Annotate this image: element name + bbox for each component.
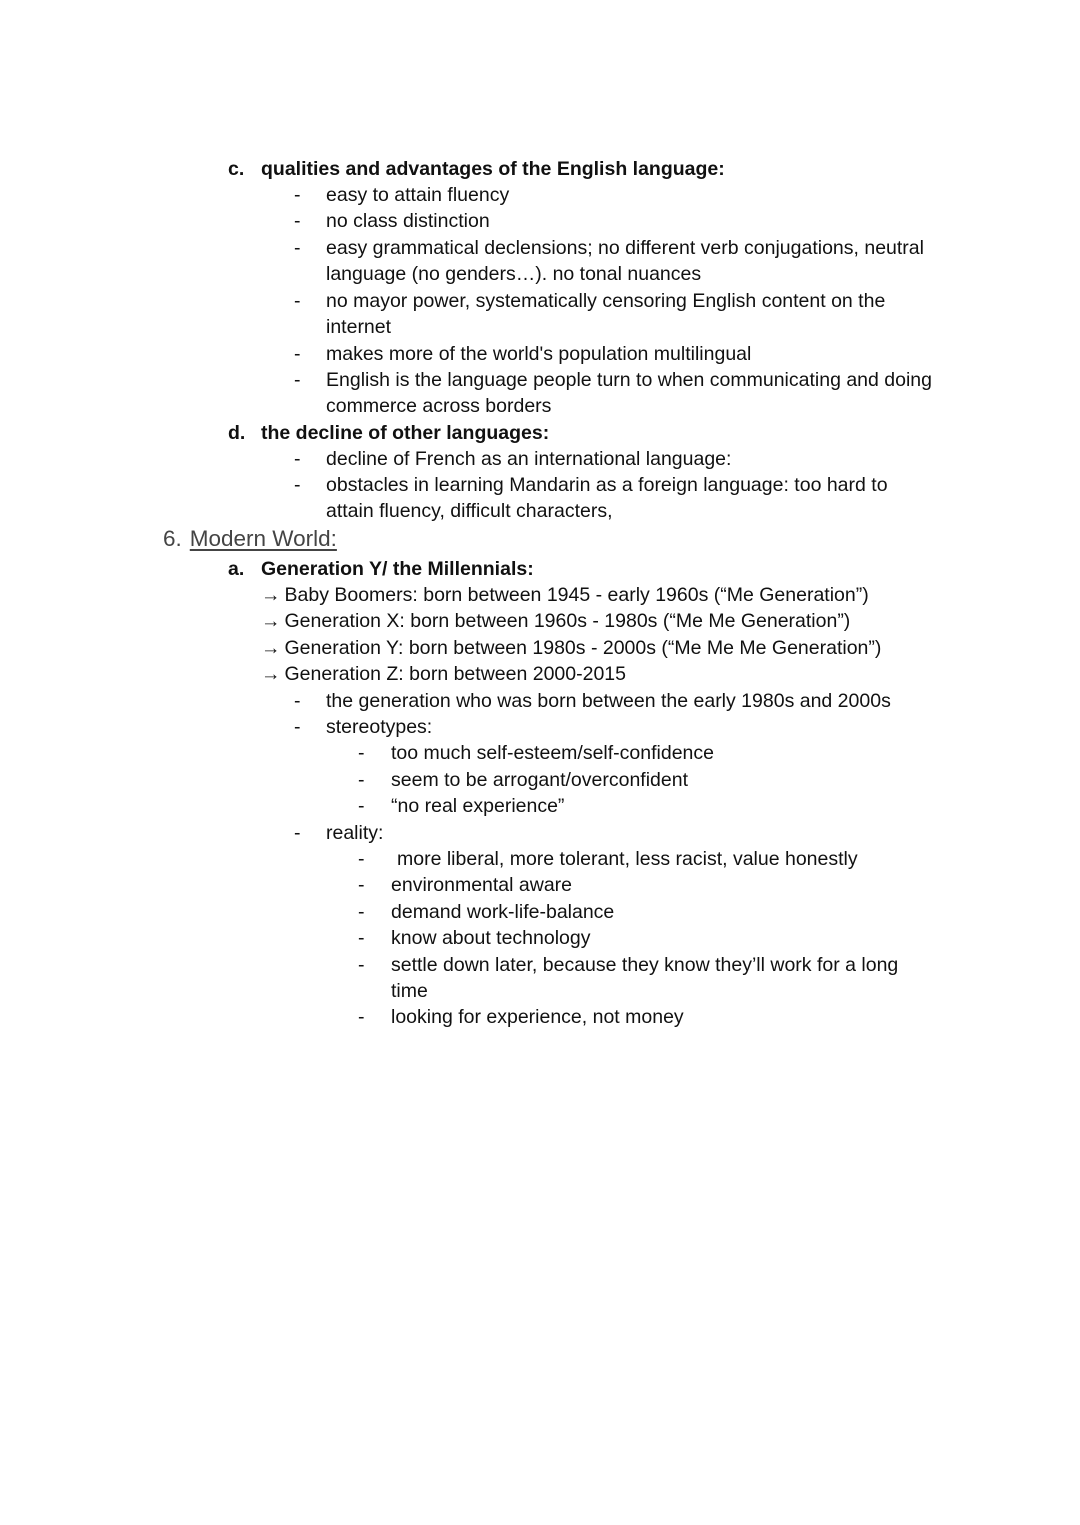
nested-list-item: settle down later, because they know they’ll work for a long xyxy=(391,954,899,976)
right-arrow-icon: → xyxy=(261,637,281,659)
dash-bullet: - xyxy=(294,822,301,844)
right-arrow-icon: → xyxy=(261,584,281,606)
dash-bullet: - xyxy=(294,343,301,365)
list-item: no class distinction xyxy=(326,210,490,232)
section-title-text: Modern World: xyxy=(189,526,337,551)
nested-list-item: demand work-life-balance xyxy=(391,901,615,923)
list-item: easy to attain fluency xyxy=(326,184,510,206)
list-item: no mayor power, systematically censoring English content on the xyxy=(326,290,886,312)
generation-item xyxy=(261,635,881,661)
generation-item xyxy=(261,608,850,634)
dash-bullet: - xyxy=(294,237,301,259)
list-item-continuation: commerce across borders xyxy=(326,395,552,417)
list-marker-c: c. xyxy=(228,158,245,180)
list-item-reality-label: reality: xyxy=(326,822,384,844)
dash-bullet: - xyxy=(358,795,365,817)
nested-list-item: “no real experience” xyxy=(391,795,565,817)
nested-list-item: environmental aware xyxy=(391,874,573,896)
heading-text: the decline of other languages: xyxy=(261,422,550,444)
generation-text: Generation X: born between 1960s - 1980s (“Me Me Generation”) xyxy=(284,610,851,632)
list-item-stereotypes-label: stereotypes: xyxy=(326,716,433,738)
heading-text: qualities and advantages of the English language: xyxy=(261,158,725,180)
dash-bullet: - xyxy=(358,874,365,896)
dash-bullet: - xyxy=(358,742,365,764)
heading-qualities-advantages xyxy=(228,156,725,182)
dash-bullet: - xyxy=(294,716,301,738)
dash-bullet: - xyxy=(358,901,365,923)
heading-text: Generation Y/ the Millennials: xyxy=(261,558,534,580)
list-marker-a: a. xyxy=(228,558,245,580)
nested-list-item: too much self-esteem/self-confidence xyxy=(391,742,714,764)
generation-text: Baby Boomers: born between 1945 - early 1960s (“Me Generation”) xyxy=(284,584,869,606)
list-item-continuation: internet xyxy=(326,316,392,338)
list-item-continuation: attain fluency, difficult characters, xyxy=(326,500,613,522)
list-item: easy grammatical declensions; no different verb conjugations, neutral xyxy=(326,237,924,259)
dash-bullet: - xyxy=(358,769,365,791)
dash-bullet: - xyxy=(294,210,301,232)
dash-bullet: - xyxy=(294,369,301,391)
generation-item xyxy=(261,661,626,687)
section-number: 6. xyxy=(163,526,182,551)
right-arrow-icon: → xyxy=(261,610,281,632)
list-item: makes more of the world's population multilingual xyxy=(326,343,752,365)
list-item: decline of French as an international language: xyxy=(326,448,732,470)
dash-bullet: - xyxy=(294,290,301,312)
nested-list-item: looking for experience, not money xyxy=(391,1006,684,1028)
dash-bullet: - xyxy=(294,690,301,712)
dash-bullet: - xyxy=(358,1006,365,1028)
section-title-modern-world xyxy=(163,524,337,554)
dash-bullet: - xyxy=(358,848,365,870)
generation-text: Generation Z: born between 2000-2015 xyxy=(284,663,626,685)
list-marker-d: d. xyxy=(228,422,246,444)
generation-item xyxy=(261,582,869,608)
nested-list-item: know about technology xyxy=(391,927,591,949)
nested-list-item-continuation: time xyxy=(391,980,428,1002)
heading-decline-languages xyxy=(228,420,550,446)
list-item: English is the language people turn to when communicating and doing xyxy=(326,369,932,391)
generation-text: Generation Y: born between 1980s - 2000s (“Me Me Me Generation”) xyxy=(284,637,882,659)
nested-list-item: seem to be arrogant/overconfident xyxy=(391,769,689,791)
dash-bullet: - xyxy=(294,474,301,496)
list-item: the generation who was born between the early 1980s and 2000s xyxy=(326,690,891,712)
right-arrow-icon: → xyxy=(261,663,281,685)
dash-bullet: - xyxy=(294,448,301,470)
nested-list-item: more liberal, more tolerant, less racist, value honestly xyxy=(397,848,858,870)
dash-bullet: - xyxy=(358,927,365,949)
list-item-continuation: language (no genders…). no tonal nuances xyxy=(326,263,702,285)
list-item: obstacles in learning Mandarin as a foreign language: too hard to xyxy=(326,474,888,496)
dash-bullet: - xyxy=(294,184,301,206)
heading-generation-y xyxy=(228,556,534,582)
dash-bullet: - xyxy=(358,954,365,976)
